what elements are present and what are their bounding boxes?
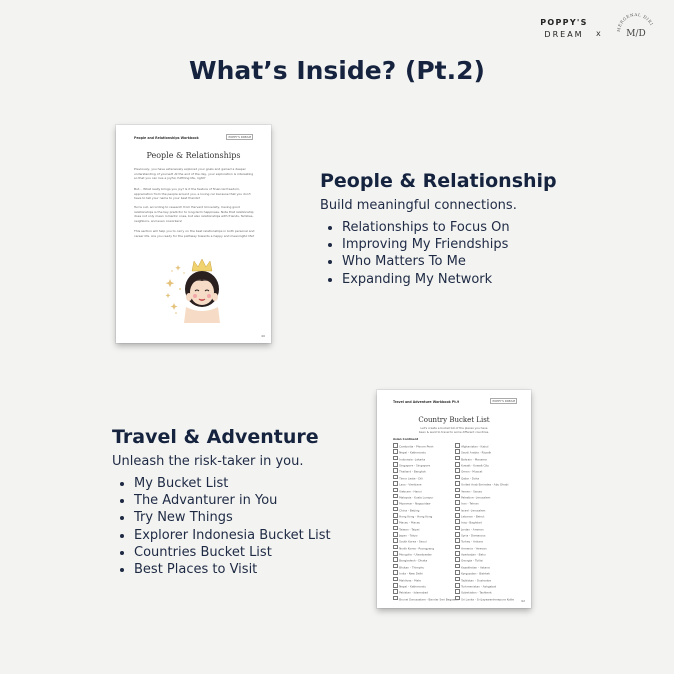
checklist-item: Thailand - Bangkok xyxy=(393,468,459,474)
girl-with-crown-illustration xyxy=(164,257,228,323)
checklist-item: Uzbekistan - Tashkent xyxy=(455,589,514,595)
list-item: • Relationships to Focus On xyxy=(342,219,557,236)
list-item: • Countries Bucket List xyxy=(134,544,331,561)
list-item: • Try New Things xyxy=(134,509,331,526)
checklist-item: Azerbaijan - Baku xyxy=(455,551,514,557)
checklist-item: Lebanon - Beirut xyxy=(455,513,514,519)
checklist-item: Syria - Damascus xyxy=(455,532,514,538)
checklist-item: Pakistan - Islamabad xyxy=(393,589,459,595)
checklist-item: Armenia - Yerevan xyxy=(455,545,514,551)
checklist-item: Brunei Darussalam - Bandar Seri Begawan xyxy=(393,596,459,602)
checklist-item: Yemen - Sanaa xyxy=(455,488,514,494)
brand-line-1: POPPY'S xyxy=(540,18,588,27)
preview-logo: POPPY'S DREAM xyxy=(492,399,515,403)
checklist-item: Mongolia - Ulaanbaatar xyxy=(393,551,459,557)
checklist-item: Iran - Tehran xyxy=(455,500,514,506)
list-item: • My Bucket List xyxy=(134,475,331,492)
list-item: • Who Matters To Me xyxy=(342,253,557,270)
preview-paragraph: But… What really brings you joy? Is it the feature of financial freedom, appreciation from the people around you, a loving car because that you don't have to tell your name to your best friends? xyxy=(134,187,251,201)
collab-separator: x xyxy=(596,29,601,38)
poppys-dream-logo xyxy=(537,18,591,39)
people-relationship-section xyxy=(320,170,557,288)
page-title: What’s Inside? (Pt.2) xyxy=(189,56,485,85)
checklist-item: Oman - Muscat xyxy=(455,468,514,474)
checklist-item: Iraq - Baghdad xyxy=(455,519,514,525)
checklist-item: Tajikistan - Dushanbe xyxy=(455,577,514,583)
checklist-item: India - New Delhi xyxy=(393,570,459,576)
checklist-item: Myanmar - Naypyidaw xyxy=(393,500,459,506)
checklist-item: Nepal - Kathmandu xyxy=(393,583,459,589)
preview-page-number: 40 xyxy=(261,334,265,338)
checklist-item: Laos - Vientiane xyxy=(393,481,459,487)
travel-adventure-section xyxy=(112,426,331,578)
checklist-item: China - Beijing xyxy=(393,507,459,513)
preview-paragraph: This section will help you to carry on the best relationships in both personal and career life. Are you ready for the pathway towards a happy and meaningful life? xyxy=(134,229,255,238)
checklist-item: Jordan - Amman xyxy=(455,526,514,532)
checklist-item: Kuwait - Kuwait City xyxy=(455,462,514,468)
checklist-item: Afghanistan - Kabul xyxy=(455,443,514,449)
preview-title: People & Relationships xyxy=(146,151,241,160)
preview-title: Country Bucket List xyxy=(418,416,490,424)
checklist-item: Israel - Jerusalem xyxy=(455,507,514,513)
checklist-item: Turkey - Ankara xyxy=(455,538,514,544)
brand-line-2: DREAM xyxy=(544,30,584,39)
list-item: • Best Places to Visit xyxy=(134,561,331,578)
checklist-item: Georgia - Tbilisi xyxy=(455,557,514,563)
checklist-item: Singapore - Singapore xyxy=(393,462,459,468)
checklist-item: Bhutan - Thimphu xyxy=(393,564,459,570)
checklist-item: Indonesia - Jakarta xyxy=(393,456,459,462)
checklist-item: Timor Leste - Dili xyxy=(393,475,459,481)
checklist-item: Maldives - Male xyxy=(393,577,459,583)
checklist-item: Bahrain - Manama xyxy=(455,456,514,462)
checklist-item: Sri Lanka - Sri Jayawardenepura Kotte xyxy=(455,596,514,602)
checklist-item: Turkmenistan - Ashgabat xyxy=(455,583,514,589)
preview-column-header: Asian Continent xyxy=(393,437,419,441)
checklist-item: Kyrgyzstan - Bishkek xyxy=(455,570,514,576)
checklist-item: Japan - Tokyo xyxy=(393,532,459,538)
preview-header: Travel and Adventure Workbook Pt.9 xyxy=(393,400,460,404)
country-checklist-left xyxy=(393,443,459,602)
list-item: • Explorer Indonesia Bucket List xyxy=(134,527,331,544)
section-list xyxy=(320,219,557,288)
list-item: • The Advanturer in You xyxy=(134,492,331,509)
preview-page-number: 92 xyxy=(521,599,525,603)
preview-header: People and Relationships Workbook xyxy=(134,136,199,140)
section-title: People & Relationship xyxy=(320,170,557,192)
checklist-item: United Arab Emirates - Abu Dhabi xyxy=(455,481,514,487)
partner-monogram-text: M/D xyxy=(626,29,646,39)
checklist-item: Hong Kong - Hong Kong xyxy=(393,513,459,519)
list-item: • Expanding My Network xyxy=(342,271,557,288)
preview-logo: POPPY'S DREAM xyxy=(228,135,251,139)
people-relationships-page-preview xyxy=(116,125,271,343)
preview-paragraph: Previously, you have extensively explored your goals and gained a deeper understanding of yourself. At the end of the day, your exploration is interesting so that you can live a joyful, fulfilling life, right? xyxy=(134,167,254,181)
section-subtitle: Unleash the risk-taker in you. xyxy=(112,454,304,469)
section-list xyxy=(112,475,331,578)
section-title: Travel & Adventure xyxy=(112,426,319,448)
partner-ring-text: MERGENAL DIRI xyxy=(615,11,655,33)
checklist-item: Bangladesh - Dhaka xyxy=(393,557,459,563)
checklist-item: Palestine - Jerusalem xyxy=(455,494,514,500)
preview-paragraph: Turns out, according to research from Harvard University, having good relationships is the key predictor to long-term happiness. Note that relationship does not only mean romantic ones, but also relationships with friends, families, neighbors, and even coworkers! xyxy=(134,205,254,223)
checklist-item: North Korea - Pyongyang xyxy=(393,545,459,551)
checklist-item: South Korea - Seoul xyxy=(393,538,459,544)
checklist-item: Nepal - Kathmandu xyxy=(393,449,459,455)
checklist-item: Macau - Macau xyxy=(393,519,459,525)
checklist-item: Saudi Arabia - Riyadh xyxy=(455,449,514,455)
partner-monogram-logo xyxy=(614,10,658,54)
country-bucket-list-page-preview xyxy=(377,390,531,608)
checklist-item: Kazakhstan - Astana xyxy=(455,564,514,570)
checklist-item: Malaysia - Kuala Lumpur xyxy=(393,494,459,500)
checklist-item: Cambodia - Phnom Penh xyxy=(393,443,459,449)
checklist-item: Qatar - Doha xyxy=(455,475,514,481)
section-subtitle: Build meaningful connections. xyxy=(320,198,517,213)
preview-intro: Let's create a bucket list of the places you have been & want to travel to some different countries. xyxy=(418,426,490,434)
list-item: • Improving My Friendships xyxy=(342,236,557,253)
checklist-item: Taiwan - Taipei xyxy=(393,526,459,532)
checklist-item: Vietnam - Hanoi xyxy=(393,488,459,494)
country-checklist-right xyxy=(455,443,514,602)
